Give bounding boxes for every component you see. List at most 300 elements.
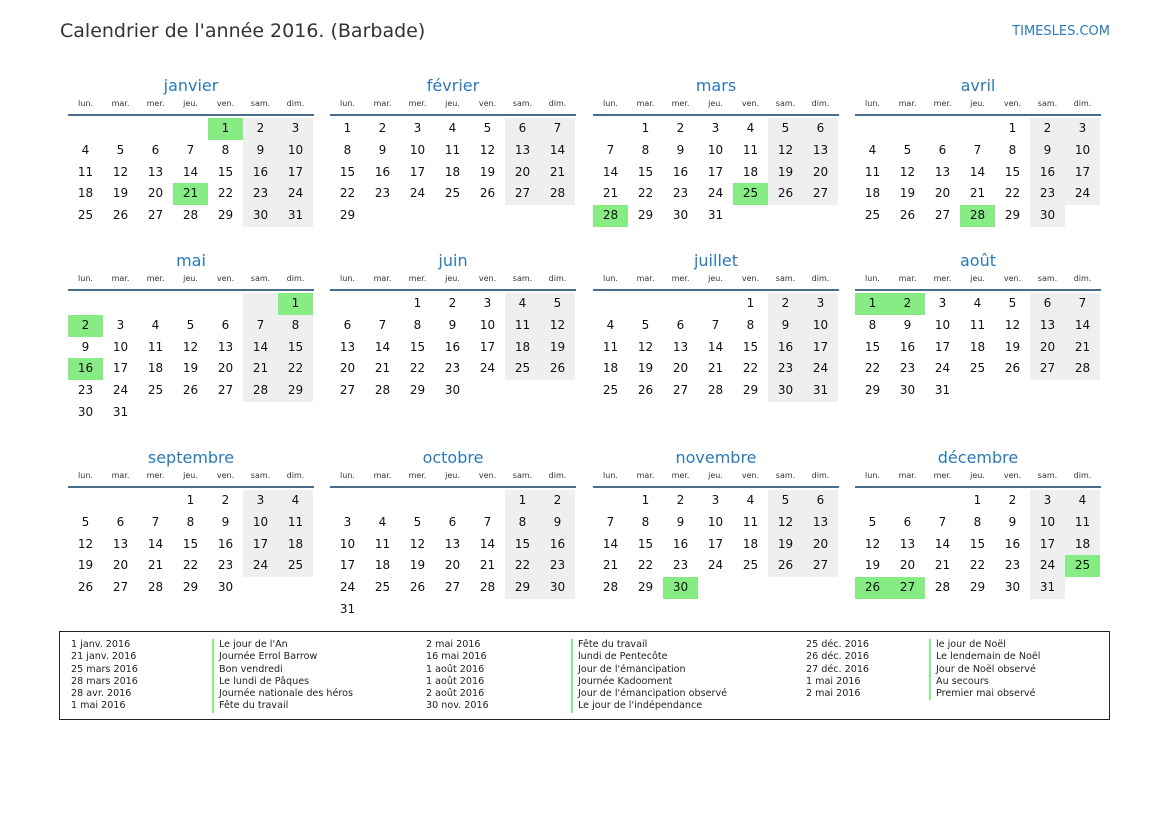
day-cell[interactable]: 9 [768,315,803,337]
day-cell[interactable]: 4 [1065,490,1100,512]
day-cell[interactable]: 23 [243,183,278,205]
day-cell[interactable]: 20 [505,162,540,184]
day-cell[interactable]: 5 [483,121,492,135]
day-cell[interactable]: 26 [77,580,94,595]
day-cell[interactable]: 19 [112,186,129,201]
day-cell[interactable]: 28 [707,383,724,398]
day-cell[interactable]: 19 [409,558,426,573]
day-cell[interactable]: 16 [68,358,103,380]
day-cell[interactable]: 5 [116,142,125,157]
day-cell[interactable]: 5 [868,514,877,529]
day-cell[interactable]: 7 [711,317,720,332]
day-cell[interactable]: 2 [378,121,387,135]
day-cell[interactable]: 12 [409,536,426,551]
day-cell[interactable]: 18 [147,361,164,376]
day-cell[interactable]: 29 [637,208,654,223]
day-cell[interactable]: 27 [1030,358,1065,380]
day-cell[interactable]: 13 [672,339,689,354]
day-cell[interactable]: 27 [934,208,951,223]
day-cell[interactable]: 12 [1004,317,1021,332]
day-cell[interactable]: 8 [505,512,540,534]
day-cell[interactable]: 25 [147,383,164,398]
day-cell[interactable]: 3 [343,514,352,529]
day-cell[interactable]: 27 [339,383,356,398]
day-cell[interactable]: 18 [77,186,94,201]
day-cell[interactable]: 29 [409,383,426,398]
day-cell[interactable]: 12 [112,164,129,179]
day-cell[interactable]: 15 [742,339,759,354]
day-cell[interactable]: 16 [444,339,461,354]
day-cell[interactable]: 3 [413,121,422,135]
day-cell[interactable]: 29 [742,383,759,398]
day-cell[interactable]: 30 [444,383,461,398]
day-cell[interactable]: 23 [540,555,575,577]
day-cell[interactable]: 10 [1030,512,1065,534]
day-cell[interactable]: 15 [278,337,313,359]
day-cell[interactable]: 29 [505,577,540,599]
day-cell[interactable]: 18 [969,339,986,354]
day-cell[interactable]: 19 [479,164,496,179]
day-cell[interactable]: 1 [413,296,422,310]
day-cell[interactable]: 18 [742,536,759,551]
day-cell[interactable]: 26 [479,186,496,201]
day-cell[interactable]: 4 [278,490,313,512]
day-cell[interactable]: 21 [374,361,391,376]
day-cell[interactable]: 16 [672,536,689,551]
day-cell[interactable]: 3 [938,296,947,310]
day-cell[interactable]: 4 [378,514,387,529]
day-cell[interactable]: 24 [112,383,129,398]
day-cell[interactable]: 25 [505,358,540,380]
day-cell[interactable]: 15 [864,339,881,354]
day-cell[interactable]: 15 [1004,164,1021,179]
day-cell[interactable]: 6 [221,317,230,332]
day-cell[interactable]: 10 [707,514,724,529]
day-cell[interactable]: 11 [742,514,759,529]
day-cell[interactable]: 6 [116,514,125,529]
day-cell[interactable]: 20 [899,558,916,573]
day-cell[interactable]: 3 [278,118,313,140]
day-cell[interactable]: 22 [864,361,881,376]
day-cell[interactable]: 3 [1065,118,1100,140]
day-cell[interactable]: 18 [864,186,881,201]
day-cell[interactable]: 4 [606,317,615,332]
day-cell[interactable]: 10 [479,317,496,332]
day-cell[interactable]: 17 [112,361,129,376]
day-cell[interactable]: 30 [663,577,698,599]
day-cell[interactable]: 2 [243,118,278,140]
day-cell[interactable]: 4 [81,142,90,157]
day-cell[interactable]: 31 [278,205,313,227]
day-cell[interactable]: 8 [746,317,755,332]
day-cell[interactable]: 18 [444,164,461,179]
day-cell[interactable]: 13 [1030,315,1065,337]
day-cell[interactable]: 26 [409,580,426,595]
day-cell[interactable]: 26 [768,555,803,577]
day-cell[interactable]: 24 [1065,183,1100,205]
day-cell[interactable]: 11 [1065,512,1100,534]
day-cell[interactable]: 27 [803,555,838,577]
day-cell[interactable]: 31 [803,380,838,402]
day-cell[interactable]: 14 [243,337,278,359]
day-cell[interactable]: 11 [147,339,164,354]
day-cell[interactable]: 7 [1065,293,1100,315]
day-cell[interactable]: 25 [742,558,759,573]
day-cell[interactable]: 12 [768,140,803,162]
day-cell[interactable]: 10 [112,339,129,354]
day-cell[interactable]: 27 [890,577,925,599]
day-cell[interactable]: 22 [505,555,540,577]
day-cell[interactable]: 22 [217,186,234,201]
day-cell[interactable]: 21 [1065,337,1100,359]
day-cell[interactable]: 7 [606,514,615,529]
day-cell[interactable]: 8 [186,514,195,529]
day-cell[interactable]: 30 [540,577,575,599]
day-cell[interactable]: 31 [1030,577,1065,599]
day-cell[interactable]: 5 [1008,296,1017,310]
day-cell[interactable]: 6 [343,317,352,332]
day-cell[interactable]: 7 [540,118,575,140]
day-cell[interactable]: 20 [672,361,689,376]
day-cell[interactable]: 10 [934,317,951,332]
day-cell[interactable]: 23 [1030,183,1065,205]
day-cell[interactable]: 23 [1004,558,1021,573]
day-cell[interactable]: 15 [182,536,199,551]
day-cell[interactable]: 17 [1065,162,1100,184]
day-cell[interactable]: 13 [112,536,129,551]
day-cell[interactable]: 8 [973,514,982,529]
day-cell[interactable]: 17 [707,164,724,179]
day-cell[interactable]: 13 [803,512,838,534]
day-cell[interactable]: 13 [444,536,461,551]
day-cell[interactable]: 4 [746,493,755,507]
day-cell[interactable]: 16 [540,534,575,556]
day-cell[interactable]: 5 [186,317,195,332]
day-cell[interactable]: 8 [1008,142,1017,157]
day-cell[interactable]: 2 [68,315,103,337]
day-cell[interactable]: 31 [707,208,724,223]
day-cell[interactable]: 3 [116,317,125,332]
day-cell[interactable]: 9 [221,514,230,529]
day-cell[interactable]: 19 [864,558,881,573]
day-cell[interactable]: 30 [672,208,689,223]
day-cell[interactable]: 29 [969,580,986,595]
day-cell[interactable]: 6 [151,142,160,157]
day-cell[interactable]: 17 [803,337,838,359]
day-cell[interactable]: 13 [899,536,916,551]
day-cell[interactable]: 28 [540,183,575,205]
day-cell[interactable]: 16 [1004,536,1021,551]
day-cell[interactable]: 8 [221,142,230,157]
day-cell[interactable]: 17 [339,558,356,573]
day-cell[interactable]: 21 [243,358,278,380]
day-cell[interactable]: 7 [483,514,492,529]
day-cell[interactable]: 10 [278,140,313,162]
day-cell[interactable]: 1 [343,121,352,135]
day-cell[interactable]: 24 [803,358,838,380]
day-cell[interactable]: 25 [969,361,986,376]
day-cell[interactable]: 4 [746,121,755,135]
day-cell[interactable]: 14 [934,536,951,551]
day-cell[interactable]: 27 [112,580,129,595]
day-cell[interactable]: 2 [448,296,457,310]
day-cell[interactable]: 6 [505,118,540,140]
day-cell[interactable]: 1 [1008,121,1017,135]
day-cell[interactable]: 19 [768,162,803,184]
day-cell[interactable]: 16 [672,164,689,179]
day-cell[interactable]: 4 [868,142,877,157]
day-cell[interactable]: 30 [1004,580,1021,595]
day-cell[interactable]: 6 [938,142,947,157]
day-cell[interactable]: 23 [672,186,689,201]
day-cell[interactable]: 13 [339,339,356,354]
day-cell[interactable]: 11 [864,164,881,179]
day-cell[interactable]: 30 [899,383,916,398]
day-cell[interactable]: 30 [243,205,278,227]
day-cell[interactable]: 2 [676,121,685,135]
day-cell[interactable]: 9 [540,512,575,534]
day-cell[interactable]: 5 [413,514,422,529]
day-cell[interactable]: 14 [374,339,391,354]
day-cell[interactable]: 18 [278,534,313,556]
day-cell[interactable]: 13 [934,164,951,179]
day-cell[interactable]: 14 [540,140,575,162]
day-cell[interactable]: 12 [637,339,654,354]
day-cell[interactable]: 16 [243,162,278,184]
day-cell[interactable]: 26 [637,383,654,398]
day-cell[interactable]: 15 [339,164,356,179]
day-cell[interactable]: 8 [641,514,650,529]
day-cell[interactable]: 20 [147,186,164,201]
day-cell[interactable]: 20 [339,361,356,376]
day-cell[interactable]: 25 [444,186,461,201]
day-cell[interactable]: 20 [803,534,838,556]
day-cell[interactable]: 17 [1030,534,1065,556]
day-cell[interactable]: 11 [278,512,313,534]
day-cell[interactable]: 23 [77,383,94,398]
day-cell[interactable]: 19 [540,337,575,359]
day-cell[interactable]: 15 [969,536,986,551]
day-cell[interactable]: 26 [899,208,916,223]
day-cell[interactable]: 17 [243,534,278,556]
day-cell[interactable]: 14 [707,339,724,354]
day-cell[interactable]: 14 [147,536,164,551]
day-cell[interactable]: 19 [77,558,94,573]
day-cell[interactable]: 2 [1008,493,1017,507]
day-cell[interactable]: 3 [803,293,838,315]
day-cell[interactable]: 19 [182,361,199,376]
day-cell[interactable]: 20 [217,361,234,376]
day-cell[interactable]: 6 [803,118,838,140]
day-cell[interactable]: 15 [409,339,426,354]
day-cell[interactable]: 4 [448,121,457,135]
day-cell[interactable]: 4 [505,293,540,315]
day-cell[interactable]: 6 [803,490,838,512]
day-cell[interactable]: 24 [243,555,278,577]
day-cell[interactable]: 16 [374,164,391,179]
day-cell[interactable]: 21 [969,186,986,201]
day-cell[interactable]: 31 [934,383,951,398]
day-cell[interactable]: 15 [637,164,654,179]
day-cell[interactable]: 5 [768,118,803,140]
day-cell[interactable]: 15 [637,536,654,551]
day-cell[interactable]: 22 [339,186,356,201]
day-cell[interactable]: 31 [339,601,356,616]
day-cell[interactable]: 6 [903,514,912,529]
day-cell[interactable]: 20 [803,162,838,184]
day-cell[interactable]: 30 [77,404,94,419]
day-cell[interactable]: 7 [973,142,982,157]
day-cell[interactable]: 27 [505,183,540,205]
day-cell[interactable]: 21 [479,558,496,573]
day-cell[interactable]: 10 [803,315,838,337]
day-cell[interactable]: 7 [151,514,160,529]
day-cell[interactable]: 2 [890,293,925,315]
day-cell[interactable]: 25 [1065,555,1100,577]
day-cell[interactable]: 1 [278,293,313,315]
day-cell[interactable]: 17 [409,164,426,179]
day-cell[interactable]: 26 [855,577,890,599]
day-cell[interactable]: 26 [1004,361,1021,376]
day-cell[interactable]: 3 [1030,490,1065,512]
day-cell[interactable]: 18 [602,361,619,376]
day-cell[interactable]: 26 [768,183,803,205]
day-cell[interactable]: 8 [278,315,313,337]
day-cell[interactable]: 24 [934,361,951,376]
day-cell[interactable]: 26 [112,208,129,223]
day-cell[interactable]: 28 [374,383,391,398]
day-cell[interactable]: 22 [637,558,654,573]
day-cell[interactable]: 15 [217,164,234,179]
day-cell[interactable]: 11 [742,142,759,157]
day-cell[interactable]: 11 [374,536,391,551]
day-cell[interactable]: 12 [864,536,881,551]
day-cell[interactable]: 23 [374,186,391,201]
day-cell[interactable]: 8 [641,142,650,157]
day-cell[interactable]: 11 [505,315,540,337]
day-cell[interactable]: 22 [742,361,759,376]
day-cell[interactable]: 21 [934,558,951,573]
day-cell[interactable]: 1 [746,296,755,310]
day-cell[interactable]: 18 [1065,534,1100,556]
day-cell[interactable]: 26 [182,383,199,398]
day-cell[interactable]: 11 [602,339,619,354]
day-cell[interactable]: 25 [864,208,881,223]
day-cell[interactable]: 18 [374,558,391,573]
day-cell[interactable]: 10 [409,142,426,157]
day-cell[interactable]: 9 [243,140,278,162]
day-cell[interactable]: 14 [602,164,619,179]
day-cell[interactable]: 14 [479,536,496,551]
day-cell[interactable]: 16 [768,337,803,359]
day-cell[interactable]: 3 [483,296,492,310]
day-cell[interactable]: 11 [969,317,986,332]
day-cell[interactable]: 5 [540,293,575,315]
day-cell[interactable]: 8 [343,142,352,157]
day-cell[interactable]: 17 [479,339,496,354]
day-cell[interactable]: 4 [151,317,160,332]
day-cell[interactable]: 1 [641,121,650,135]
day-cell[interactable]: 6 [676,317,685,332]
day-cell[interactable]: 29 [278,380,313,402]
day-cell[interactable]: 26 [540,358,575,380]
day-cell[interactable]: 3 [711,121,720,135]
day-cell[interactable]: 6 [448,514,457,529]
day-cell[interactable]: 14 [182,164,199,179]
day-cell[interactable]: 22 [278,358,313,380]
day-cell[interactable]: 12 [479,142,496,157]
day-cell[interactable]: 28 [593,205,628,227]
day-cell[interactable]: 14 [1065,315,1100,337]
day-cell[interactable]: 13 [505,140,540,162]
day-cell[interactable]: 28 [182,208,199,223]
day-cell[interactable]: 1 [186,493,195,507]
day-cell[interactable]: 9 [676,514,685,529]
day-cell[interactable]: 24 [1030,555,1065,577]
day-cell[interactable]: 23 [672,558,689,573]
day-cell[interactable]: 19 [768,534,803,556]
day-cell[interactable]: 12 [768,512,803,534]
day-cell[interactable]: 29 [182,580,199,595]
day-cell[interactable]: 29 [217,208,234,223]
day-cell[interactable]: 2 [221,493,230,507]
day-cell[interactable]: 9 [448,317,457,332]
day-cell[interactable]: 21 [147,558,164,573]
day-cell[interactable]: 12 [540,315,575,337]
day-cell[interactable]: 16 [899,339,916,354]
day-cell[interactable]: 29 [339,208,356,223]
day-cell[interactable]: 27 [803,183,838,205]
day-cell[interactable]: 30 [217,580,234,595]
day-cell[interactable]: 7 [938,514,947,529]
day-cell[interactable]: 30 [768,380,803,402]
day-cell[interactable]: 21 [602,186,619,201]
day-cell[interactable]: 11 [77,164,94,179]
day-cell[interactable]: 21 [173,183,208,205]
day-cell[interactable]: 24 [707,186,724,201]
day-cell[interactable]: 5 [768,490,803,512]
day-cell[interactable]: 27 [217,383,234,398]
day-cell[interactable]: 21 [707,361,724,376]
day-cell[interactable]: 28 [479,580,496,595]
day-cell[interactable]: 19 [1004,339,1021,354]
day-cell[interactable]: 28 [1065,358,1100,380]
day-cell[interactable]: 10 [1065,140,1100,162]
day-cell[interactable]: 1 [641,493,650,507]
day-cell[interactable]: 2 [1030,118,1065,140]
day-cell[interactable]: 23 [899,361,916,376]
day-cell[interactable]: 20 [444,558,461,573]
day-cell[interactable]: 9 [378,142,387,157]
day-cell[interactable]: 31 [112,404,129,419]
day-cell[interactable]: 23 [217,558,234,573]
day-cell[interactable]: 25 [77,208,94,223]
day-cell[interactable]: 10 [243,512,278,534]
day-cell[interactable]: 16 [217,536,234,551]
day-cell[interactable]: 27 [672,383,689,398]
day-cell[interactable]: 9 [1008,514,1017,529]
day-cell[interactable]: 14 [602,536,619,551]
day-cell[interactable]: 8 [413,317,422,332]
day-cell[interactable]: 28 [960,205,995,227]
day-cell[interactable]: 2 [768,293,803,315]
day-cell[interactable]: 12 [77,536,94,551]
day-cell[interactable]: 12 [899,164,916,179]
day-cell[interactable]: 2 [676,493,685,507]
day-cell[interactable]: 22 [409,361,426,376]
day-cell[interactable]: 2 [540,490,575,512]
day-cell[interactable]: 18 [505,337,540,359]
